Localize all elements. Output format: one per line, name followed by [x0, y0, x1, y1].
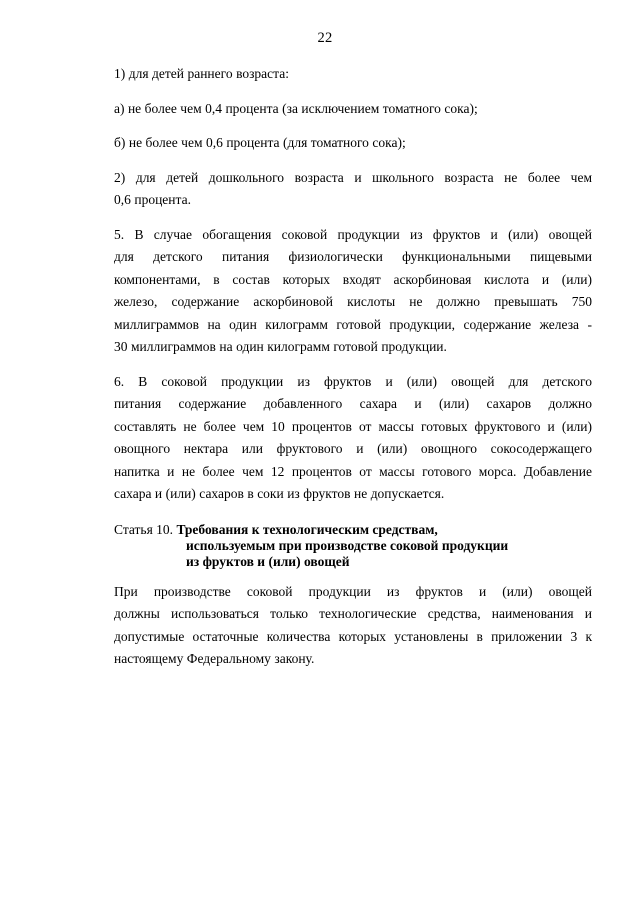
paragraph-line: компонентами, в состав которых входят аскорбиновая кислота и (или)	[114, 271, 592, 287]
paragraph-line: настоящему Федеральному закону.	[114, 651, 315, 667]
paragraph-line: а) не более чем 0,4 процента (за исключением томатного сока);	[114, 100, 478, 116]
article-title-line-2: используемым при производстве соковой продукции	[186, 537, 509, 553]
paragraph-2	[78, 102, 592, 116]
paragraph-line: допустимые остаточные количества которых установлены в приложении 3 к	[114, 628, 592, 644]
article-heading	[78, 522, 592, 571]
paragraph-line: миллиграммов на один килограмм готовой продукции, содержание железа -	[114, 316, 592, 332]
paragraph-line: 5. В случае обогащения соковой продукции из фруктов и (или) овощей	[114, 226, 592, 242]
paragraph-line: 1) для детей раннего возраста:	[114, 66, 289, 81]
paragraph-line: для детского питания физиологически функциональными пищевыми	[114, 249, 592, 264]
paragraph-line: составлять не более чем 10 процентов от массы готовых фруктового и (или)	[114, 418, 592, 434]
paragraph-line: 6. В соковой продукции из фруктов и (или) овощей для детского	[114, 373, 592, 389]
paragraph-5	[78, 228, 592, 354]
paragraph-line: должны использоваться только технологические средства, наименования и	[114, 606, 592, 622]
paragraph-line: 2) для детей дошкольного возраста и школьного возраста не более чем	[114, 169, 592, 185]
article-label: Статья 10.	[114, 521, 174, 537]
page-number: 22	[317, 30, 333, 46]
paragraph-line: овощного нектара или фруктового и (или) овощного сокосодержащего	[114, 441, 592, 456]
paragraph-4	[78, 171, 592, 207]
paragraph-1	[78, 67, 592, 81]
paragraph-line: сахара и (или) сахаров в соки из фруктов не допускается.	[114, 486, 445, 501]
paragraph-line: б) не более чем 0,6 процента (для томатного сока);	[114, 135, 406, 150]
paragraph-line: 30 миллиграммов на один килограмм готовой продукции.	[114, 339, 447, 354]
paragraph-line: При производстве соковой продукции из фруктов и (или) овощей	[114, 583, 592, 599]
paragraph-line: железо, содержание аскорбиновой кислоты не должно превышать 750	[114, 294, 592, 309]
paragraph-6	[78, 375, 592, 501]
paragraph-line: питания содержание добавленного сахара и (или) сахаров должно	[114, 396, 592, 411]
article-title-line-3: из фруктов и (или) овощей	[186, 554, 350, 570]
paragraph-3	[78, 136, 592, 150]
paragraph-7	[78, 585, 592, 666]
article-title-line-1: Требования к технологическим средствам,	[176, 521, 438, 537]
paragraph-line: 0,6 процента.	[114, 192, 191, 207]
paragraph-line: напитка и не более чем 12 процентов от массы готового морса. Добавление	[114, 463, 592, 479]
